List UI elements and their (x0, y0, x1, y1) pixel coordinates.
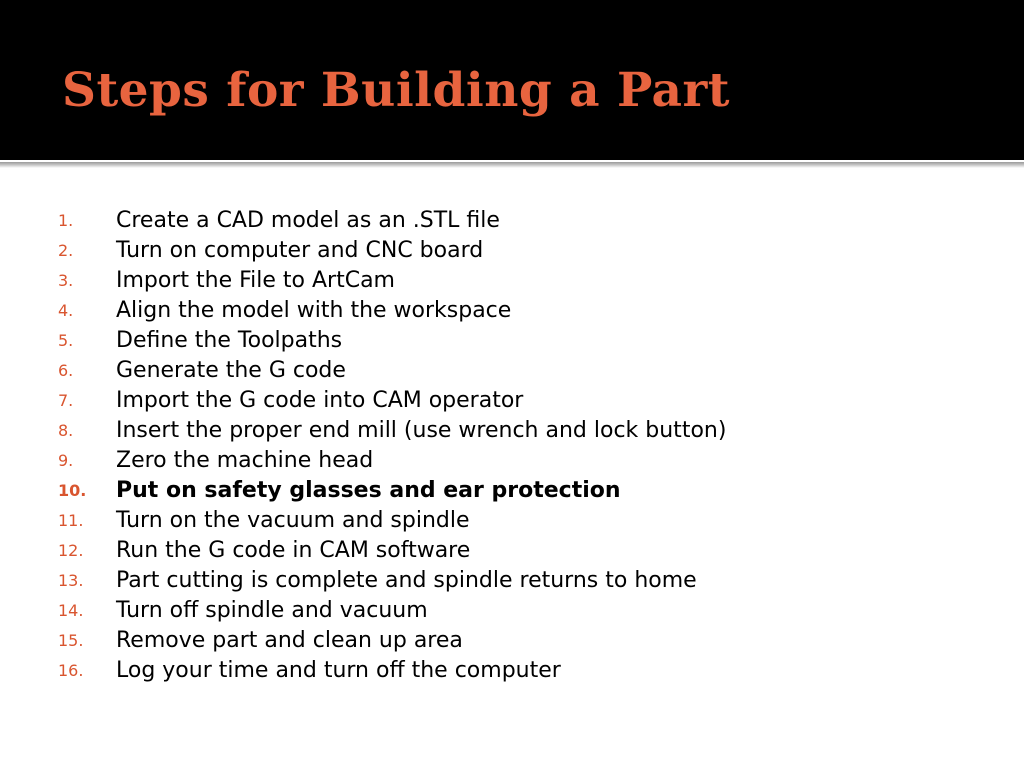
step-number: 9. (58, 451, 74, 470)
step-number: 3. (58, 271, 74, 290)
step-text: Turn on computer and CNC board (116, 238, 484, 263)
step-text: Run the G code in CAM software (116, 538, 471, 563)
step-text: Put on safety glasses and ear protection (116, 478, 621, 503)
step-number: 6. (58, 361, 74, 380)
header-divider (0, 160, 1024, 168)
step-text: Log your time and turn off the computer (116, 658, 561, 683)
step-number: 4. (58, 301, 74, 320)
step-number: 1. (58, 211, 74, 230)
slide-title: Steps for Building a Part (62, 63, 730, 118)
step-text: Turn on the vacuum and spindle (116, 508, 470, 533)
step-text: Insert the proper end mill (use wrench and lock button) (116, 418, 727, 443)
step-number: 16. (58, 661, 84, 680)
step-number: 13. (58, 571, 84, 590)
step-number: 14. (58, 601, 84, 620)
step-text: Remove part and clean up area (116, 628, 463, 653)
step-text: Align the model with the workspace (116, 298, 512, 323)
step-text: Import the G code into CAM operator (116, 388, 524, 413)
step-number: 12. (58, 541, 84, 560)
step-text: Generate the G code (116, 358, 346, 383)
step-number: 10. (58, 481, 87, 500)
step-number: 2. (58, 241, 74, 260)
step-text: Turn off spindle and vacuum (116, 598, 428, 623)
step-number: 7. (58, 391, 74, 410)
step-text: Import the File to ArtCam (116, 268, 395, 293)
step-text: Create a CAD model as an .STL file (116, 208, 500, 233)
title-bar (0, 0, 1024, 160)
step-text: Define the Toolpaths (116, 328, 343, 353)
step-number: 11. (58, 511, 84, 530)
step-number: 5. (58, 331, 74, 350)
step-text: Part cutting is complete and spindle returns to home (116, 568, 697, 593)
step-number: 15. (58, 631, 84, 650)
step-text: Zero the machine head (116, 448, 374, 473)
step-number: 8. (58, 421, 74, 440)
